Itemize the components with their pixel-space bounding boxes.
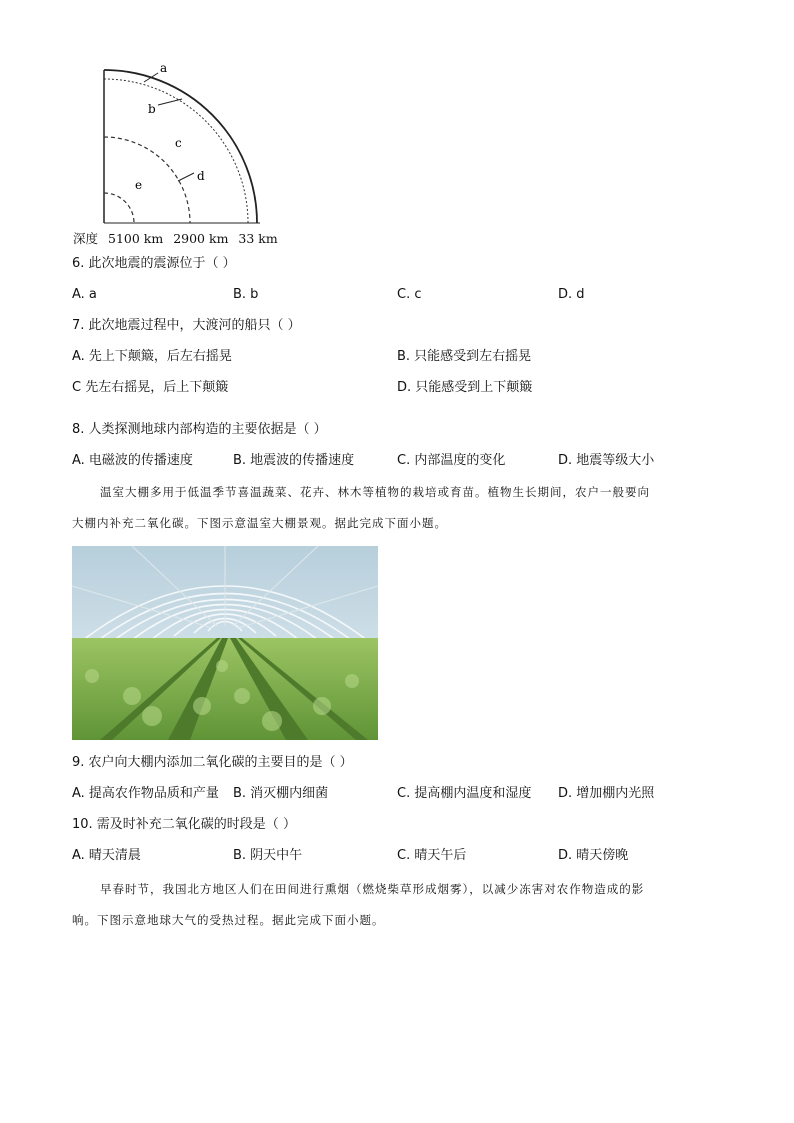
q7-option-d: D. 只能感受到上下颠簸 bbox=[397, 380, 533, 395]
earth-interior-figure bbox=[60, 55, 300, 250]
label-c: c bbox=[175, 136, 182, 150]
depth-tick-5100: 5100 km bbox=[108, 231, 164, 246]
depth-tick-2900: 2900 km bbox=[173, 231, 229, 246]
q8-option-a: A. 电磁波的传播速度 bbox=[72, 453, 193, 468]
q10-option-c: C. 晴天午后 bbox=[397, 848, 467, 863]
q10-option-d: D. 晴天傍晚 bbox=[558, 848, 629, 863]
q7-option-a: A. 先上下颠簸，后左右摇晃 bbox=[72, 349, 232, 364]
passage-1-line-2: 大棚内补充二氧化碳。下图示意温室大棚景观。据此完成下面小题。 bbox=[72, 516, 447, 530]
q6-option-b: B. b bbox=[233, 287, 259, 302]
q9-option-b: B. 消灭棚内细菌 bbox=[233, 786, 329, 801]
q7-option-c: C 先左右摇晃，后上下颠簸 bbox=[72, 380, 229, 395]
label-a: a bbox=[160, 61, 168, 75]
passage-1-line-1: 温室大棚多用于低温季节喜温蔬菜、花卉、林木等植物的栽培或育苗。植物生长期间，农户一般要向 bbox=[100, 485, 650, 499]
depth-axis-title: 深度 bbox=[73, 231, 99, 246]
q9-option-a: A. 提高农作物品质和产量 bbox=[72, 786, 219, 801]
leader-line-b bbox=[158, 99, 182, 105]
question-7-stem: 7. 此次地震过程中，大渡河的船只（ ） bbox=[72, 318, 301, 333]
q10-option-b: B. 阴天中午 bbox=[233, 848, 303, 863]
passage-2-line-1: 早春时节，我国北方地区人们在田间进行熏烟（燃烧柴草形成烟雾），以减少冻害对农作物造成的影 bbox=[100, 882, 645, 896]
q8-option-c: C. 内部温度的变化 bbox=[397, 453, 506, 468]
q6-option-d: D. d bbox=[558, 287, 585, 302]
question-6-stem: 6. 此次地震的震源位于（ ） bbox=[72, 256, 236, 271]
q6-option-c: C. c bbox=[397, 287, 422, 302]
question-9-stem: 9. 农户向大棚内添加二氧化碳的主要目的是（ ） bbox=[72, 755, 353, 770]
question-10-stem: 10. 需及时补充二氧化碳的时段是（ ） bbox=[72, 817, 296, 832]
greenhouse-photo bbox=[72, 546, 378, 740]
depth-axis-labels bbox=[73, 229, 278, 247]
q9-option-c: C. 提高棚内温度和湿度 bbox=[397, 786, 532, 801]
label-b: b bbox=[148, 102, 156, 116]
question-8-stem: 8. 人类探测地球内部构造的主要依据是（ ） bbox=[72, 422, 327, 437]
q8-option-d: D. 地震等级大小 bbox=[558, 453, 655, 468]
leader-line-a bbox=[144, 73, 158, 82]
depth-tick-33: 33 km bbox=[238, 231, 278, 246]
passage-2-line-2: 响。下图示意地球大气的受热过程。据此完成下面小题。 bbox=[72, 913, 385, 927]
q7-option-b: B. 只能感受到左右摇晃 bbox=[397, 349, 532, 364]
q6-option-a: A. a bbox=[72, 287, 97, 302]
label-e: e bbox=[135, 178, 143, 192]
q9-option-d: D. 增加棚内光照 bbox=[558, 786, 655, 801]
inner-core-boundary-arc bbox=[104, 193, 134, 223]
label-d: d bbox=[197, 169, 205, 183]
q8-option-b: B. 地震波的传播速度 bbox=[233, 453, 355, 468]
leader-line-d bbox=[178, 173, 194, 181]
q10-option-a: A. 晴天清晨 bbox=[72, 848, 141, 863]
